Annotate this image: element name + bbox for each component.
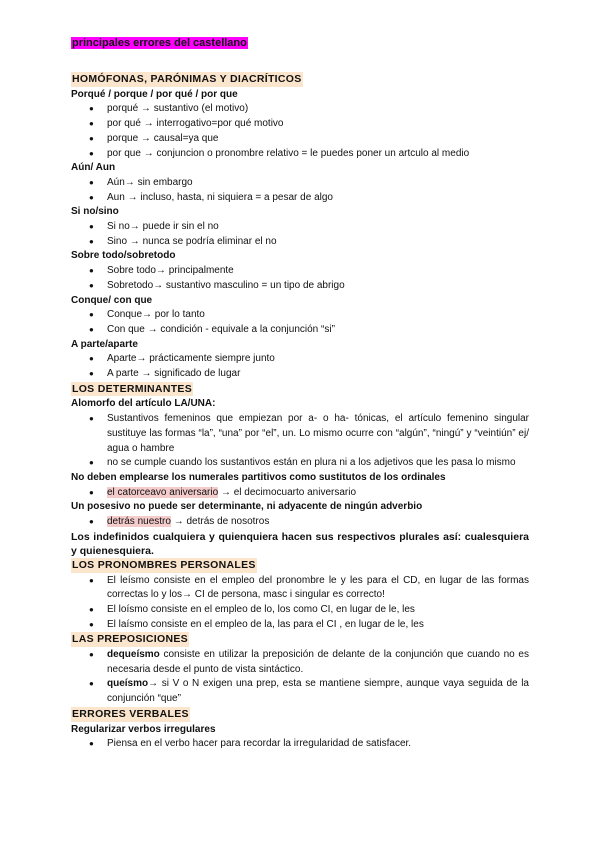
example-correction: → detrás de nosotros (170, 516, 270, 528)
list-item (107, 677, 529, 706)
list-item: ● Piensa en el verbo hacer para recordar la irregularidad de satisfacer. (107, 737, 529, 752)
list-item: ● El laísmo consiste en el empleo de la, las para el CI , en lugar de le, les (107, 618, 529, 633)
section-heading-preposiciones: LAS PREPOSICIONES (72, 633, 188, 646)
list-item: ● A parte → significado de lugar (107, 367, 529, 382)
list-item: ● porque → causal=ya que (107, 132, 529, 147)
subheading-posesivo: Un posesivo no puede ser determinante, ni adyacente de ningún adverbio (71, 501, 423, 513)
document-title: principales errores del castellano (72, 37, 247, 49)
list-item (107, 515, 529, 530)
section-heading-pronombres: LOS PRONOMBRES PERSONALES (72, 558, 256, 571)
list-item: ● Aun → incluso, hasta, ni siquiera = a pesar de algo (107, 191, 529, 206)
list-item: ● El leísmo consiste en el empleo del pronombre le y les para el CD, en lugar de las formas correctas lo y los→ CI de persona, masc i singular es correcto! (107, 574, 529, 603)
subheading-regularizar: Regularizar verbos irregulares (71, 723, 216, 735)
definition-dequeismo: consiste en utilizar la preposición de delante de la conjunción que cuando no es necesaria desde el punto de vista sintáctico. (107, 649, 529, 675)
list-preposiciones (71, 648, 529, 707)
document-body (71, 72, 529, 752)
highlighted-example: detrás nuestro (107, 516, 171, 528)
list-aparte (71, 352, 529, 381)
list-item (107, 486, 529, 501)
list-item (107, 648, 529, 677)
indefinidos-paragraph: Los indefinidos cualquiera y quienquiera hacen sus respectivos plurales así: cualesquiera y quienesquiera. (71, 530, 529, 557)
list-item: ● no se cumple cuando los sustantivos están en plura ni a los adjetivos que les pasa lo mismo (107, 456, 529, 471)
list-partitivos (71, 486, 529, 501)
list-sobretodo (71, 264, 529, 293)
list-posesivo (71, 515, 529, 530)
example-correction: → el decimocuarto aniversario (218, 486, 357, 498)
subheading-porque: Porqué / porque / por qué / por que (71, 88, 238, 100)
list-item: ● El loísmo consiste en el empleo de lo, los como CI, en lugar de le, les (107, 603, 529, 618)
list-aun (71, 176, 529, 205)
list-item: ● Sustantivos femeninos que empiezan por a- o ha- tónicas, el artículo femenino singular sustituye las formas “la”, “una” por “el”, un. Lo mismo ocurre con “algún”, “ningú” y “veintiún” ej/ agua o hambre (107, 412, 529, 456)
list-item: ● Con que → condición - equivale a la conjunción “si” (107, 323, 529, 338)
subheading-aun: Aún/ Aun (71, 162, 116, 174)
list-alomorfo (71, 412, 529, 471)
list-item: ● por qué → interrogativo=por qué motivo (107, 117, 529, 132)
list-sino (71, 220, 529, 249)
list-porque (71, 102, 529, 161)
list-conque (71, 308, 529, 337)
term-dequeismo: dequeísmo (107, 649, 160, 661)
section-heading-homofonas: HOMÓFONAS, PARÓNIMAS Y DIACRÍTICOS (72, 73, 302, 85)
list-item: ● por que → conjuncion o pronombre relativo = le puedes poner un artculo al medio (107, 147, 529, 162)
subheading-conque: Conque/ con que (71, 294, 153, 306)
list-verbales (71, 737, 529, 752)
section-heading-verbales: ERRORES VERBALES (72, 707, 189, 720)
term-queismo: queísmo (107, 678, 149, 690)
subheading-alomorfo: Alomorfo del artículo LA/UNA: (71, 398, 216, 410)
definition-queismo: → si V o N exigen una prep, esta se mantiene siempre, aunque vaya seguida de la conjunción “que” (107, 678, 529, 705)
list-item: ● Aún→ sin embargo (107, 176, 529, 191)
subheading-sobretodo: Sobre todo/sobretodo (71, 250, 176, 262)
list-item: ● Sobretodo→ sustantivo masculino = un tipo de abrigo (107, 279, 529, 294)
list-item: ● Si no→ puede ir sin el no (107, 220, 529, 235)
highlighted-example: el catorceavo aniversario (107, 486, 219, 498)
list-pronombres (71, 574, 529, 633)
list-item: ● Sobre todo→ principalmente (107, 264, 529, 279)
list-item: ● Conque→ por lo tanto (107, 308, 529, 323)
subheading-partitivos: No deben emplearse los numerales partitivos como sustitutos de los ordinales (71, 471, 446, 483)
list-item: ● porqué → sustantivo (el motivo) (107, 102, 529, 117)
section-heading-determinantes: LOS DETERMINANTES (72, 382, 193, 395)
list-item: ● Sino → nunca se podría eliminar el no (107, 235, 529, 250)
subheading-aparte: A parte/aparte (71, 338, 138, 350)
list-item: ● Aparte→ prácticamente siempre junto (107, 352, 529, 367)
subheading-sino: Si no/sino (71, 206, 119, 218)
